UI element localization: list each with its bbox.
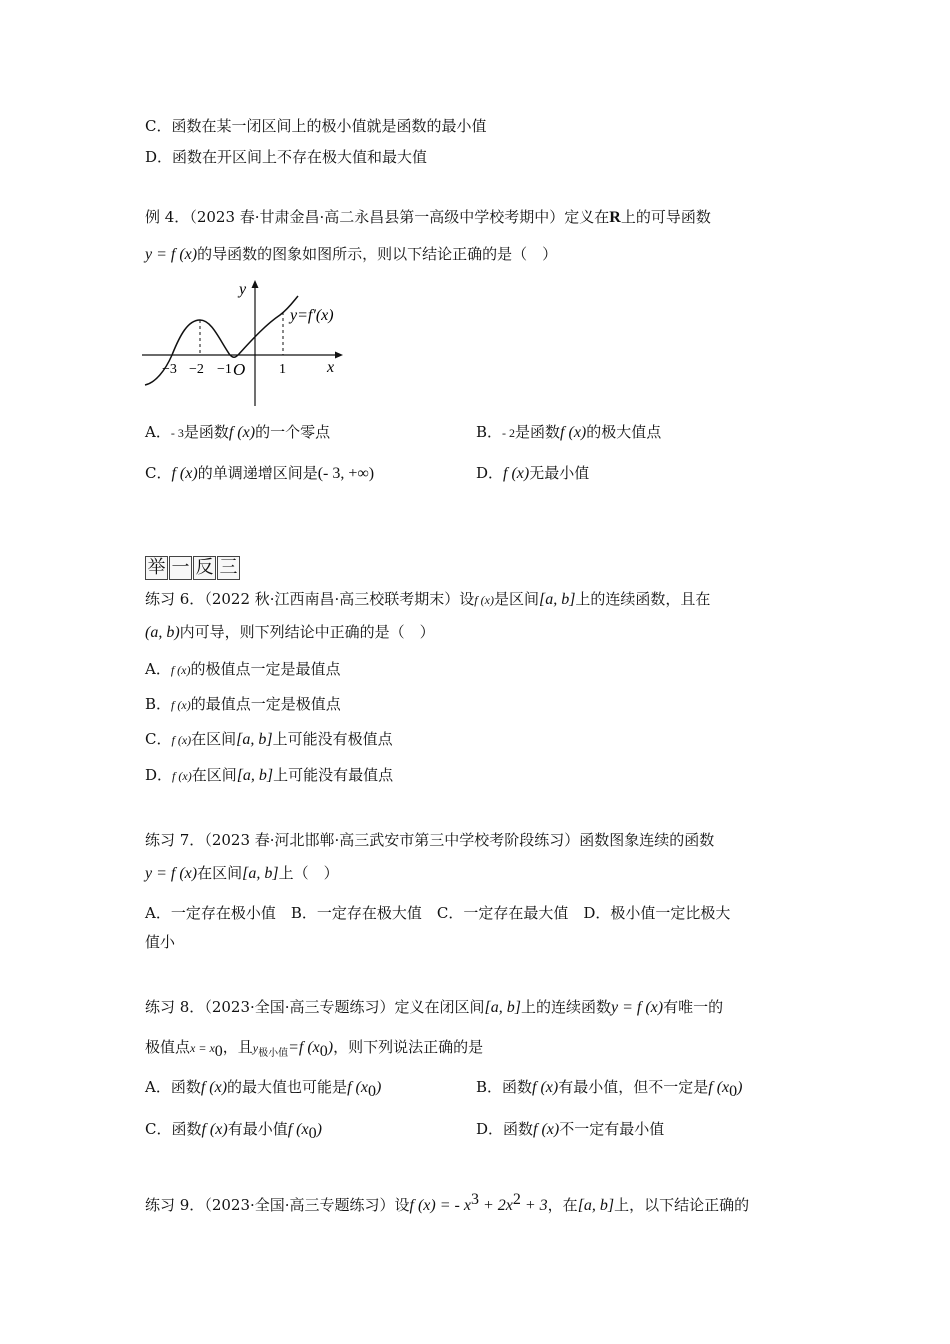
ex8-option-c: C．函数f (x)有最小值f $(x_0)$ [145, 1120, 322, 1142]
y-axis-label: y [239, 281, 247, 298]
x-axis-label: x [327, 359, 335, 376]
ex8-option-d: D．函数f (x)不一定有最小值 [476, 1120, 665, 1138]
example4-line1 [145, 205, 711, 230]
ex6-option-a: A．f (x)的极值点一定是最值点 [145, 660, 341, 678]
example4-option-d: D．f (x)无最小值 [476, 464, 590, 482]
option-c-prev: C．函数在某一闭区间上的极小值就是函数的最小值 [145, 117, 487, 135]
section-tag-char: 三 [217, 556, 240, 580]
ex8-line1: 练习 8．（2023·全国·高三专题练习）定义在闭区间[a, b]上的连续函数y = f (x)有唯一的 [145, 998, 724, 1016]
example-label: 例 4． [145, 208, 190, 226]
ex6-option-d: D．f (x)在区间[a, b]上可能没有最值点 [145, 766, 394, 784]
ex6-option-c: C．f (x)在区间[a, b]上可能没有极值点 [145, 730, 393, 748]
question-text: 的导函数的图象如图所示，则以下结论正确的是（ ） [197, 245, 558, 263]
example4-option-b: B．- 2是函数f (x)的极大值点 [476, 423, 662, 441]
ex8-option-b: B．函数f (x)有最小值，但不一定是f $(x_0)$ [476, 1078, 743, 1100]
tick-minus2: −2 [189, 362, 204, 377]
ex7-options: A．一定存在极小值 B．一定存在极大值 C．一定存在最大值 D．极小值一定比极大 [145, 904, 731, 922]
function-expression: y = f (x) [145, 246, 198, 263]
tick-1: 1 [279, 362, 286, 377]
ex6-line1: 练习 6．（2022 秋·江西南昌·高三校联考期末）设f (x)是区间[a, b]上的连续函数，且在 [145, 590, 711, 608]
tick-minus3: −3 [162, 362, 177, 377]
tick-minus1: −1 [217, 362, 232, 377]
ex6-option-b: B．f (x)的最值点一定是极值点 [145, 695, 341, 713]
ex7-line1: 练习 7．（2023 春·河北邯郸·高三武安市第三中学校考阶段练习）函数图象连续的函数 [145, 831, 715, 849]
curve-label: y=f′(x) [290, 307, 334, 324]
x-axis-arrow [335, 352, 343, 359]
section-tag-char: 反 [193, 556, 216, 580]
section-tag-char: 一 [169, 556, 192, 580]
y-axis-arrow [252, 280, 259, 288]
example4-option-c: C．f (x)的单调递增区间是(- 3, +∞) [145, 464, 375, 482]
example4-line2 [145, 242, 557, 267]
derivative-graph [140, 278, 350, 408]
example-source: （2023 春·甘肃金昌·高二永昌县第一高级中学校考期中）定义在 [189, 208, 610, 226]
option-d-prev: D．函数在开区间上不存在极大值和最大值 [145, 148, 428, 166]
example-source-tail: 上的可导函数 [620, 208, 711, 226]
example4-option-a: A．- 3是函数f (x)的一个零点 [145, 423, 331, 441]
section-tag-char: 举 [145, 556, 168, 580]
ex7-line2: y = f (x)在区间[a, b]上（ ） [145, 864, 339, 882]
ex8-line2: 极值点$x = x_0$，且$y_{极小值}=f$ $(x_0)$，则下列说法正确的是 [145, 1038, 484, 1060]
real-set-symbol: R [609, 209, 621, 226]
ex8-option-a: A．函数f (x)的最大值也可能是f $(x_0)$ [145, 1078, 382, 1100]
origin-label: O [233, 360, 246, 379]
ex7-options-wrap: 值小 [145, 933, 176, 951]
section-tag [145, 556, 241, 580]
ex9-line1: 练习 9．（2023·全国·高三专题练习）设f (x) = - $x^3 + 2x^2 + 3$，在[a, b]上，以下结论正确的 [145, 1191, 750, 1214]
ex6-line2: (a, b)内可导，则下列结论中正确的是（ ） [145, 623, 435, 641]
